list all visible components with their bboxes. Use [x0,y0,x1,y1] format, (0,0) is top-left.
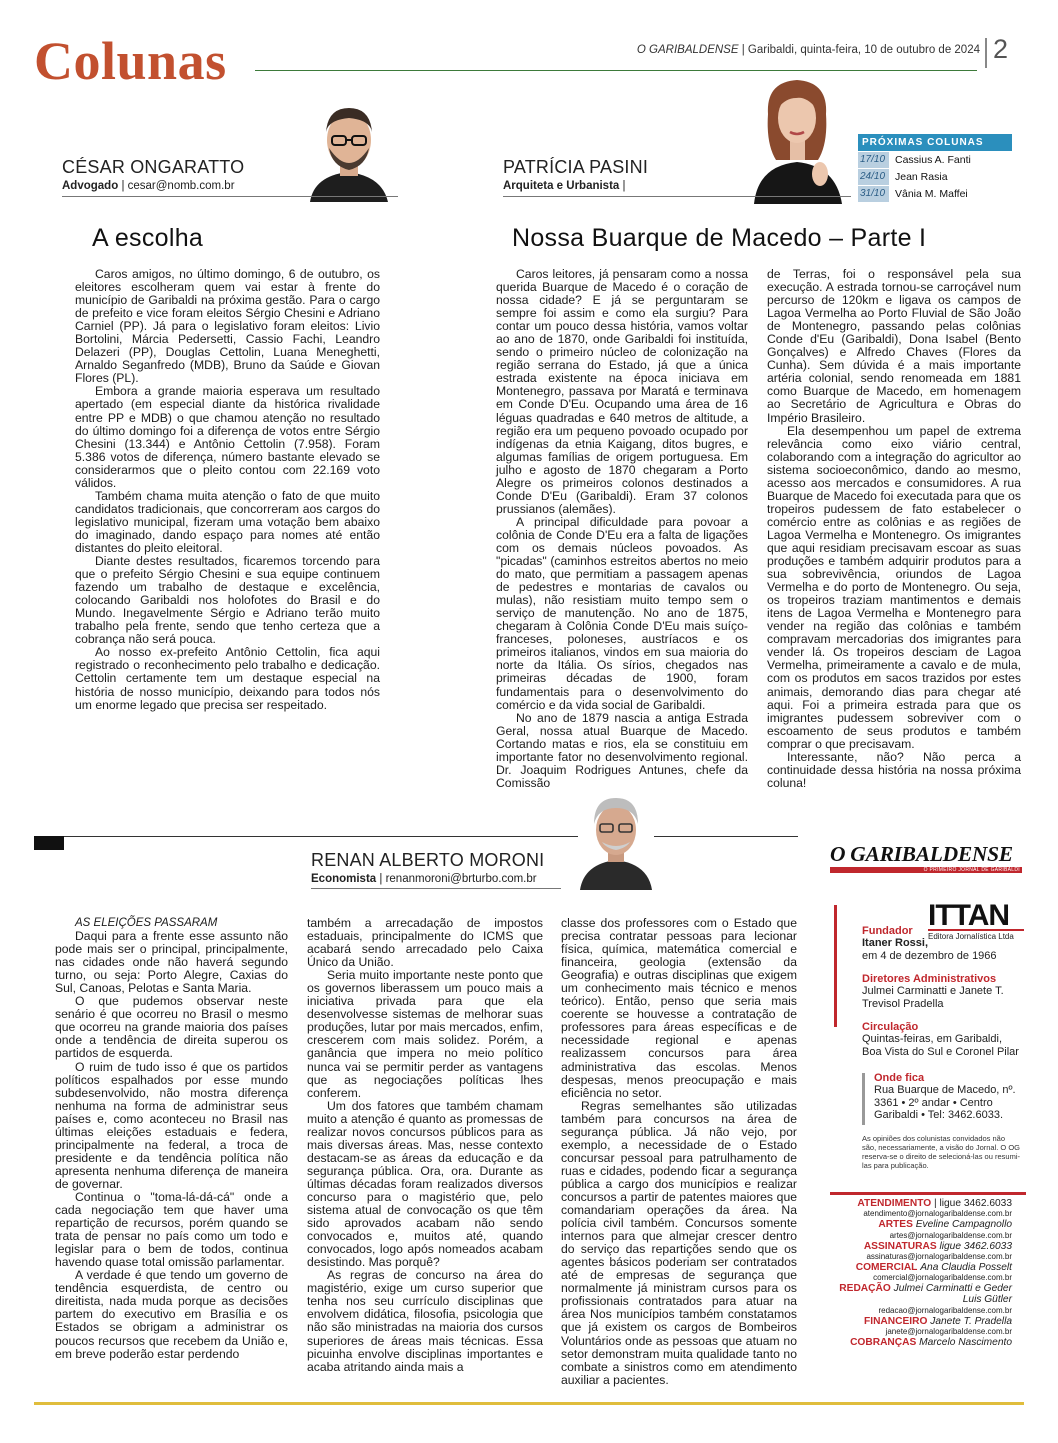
paragraph: também a arrecadação de impostos estaduais, principalmente do ICMS que acabará sendo arrecadado pelo Caixa Único da União. [307,916,543,970]
article-body-patricia-a [496,268,748,790]
paragraph: Embora a grande maioria esperava um resultado apertado (em especial diante da histórica rivalidade entre PP e MDB) o que chamou atenção no resultado do último domingo foi a diferença de votos entre Sérgio Chesini (13.344) e Antônio Cettolin (7.958). Foram 5.386 votos de diferença, número bastante elevado se considerarmos que o pleito contou com 22.169 voto válidos. [75,384,380,490]
article-body-renan-a [55,917,288,1361]
disclaimer: As opiniões dos colunistas convidados não são, necessariamente, a visão do Jornal. O OG reserva-se o direito de selecioná-las ou resumi-las para publicação. [862,1134,1020,1170]
proximas-item [858,186,1012,202]
author-role: Arquiteta e Urbanista [503,180,620,192]
fundador-block [862,925,1022,962]
contact-who: Ana Claudia Posselt [920,1261,1012,1273]
paragraph: As regras de concurso na área do magistério, exige um curso superior que tenha nos seu currículo disciplinas que envolvem didática, filosofia, psicologia que não são ministradas na maioria dos cursos superiores de áreas mais técnicas. Essa picuinha envolve disciplinas importantes e acaba atritando ainda mais a [307,1268,543,1374]
contact-item [830,1219,1012,1230]
location-date: Garibaldi, quinta-feira, 10 de outubro de 2024 [747,44,980,56]
article-body-patricia-b [767,268,1021,790]
masthead-tagline: O PRIMEIRO JORNAL DE GARIBALDI [923,867,1020,873]
onde-text: Rua Buarque de Macedo, nº. 3361 • 2º andar • Centro Garibaldi • Tel: 3462.6033. [874,1084,1016,1121]
author-name-renan: RENAN ALBERTO MORONI [311,850,545,870]
contact-email[interactable]: comercial@jornalogaribaldense.com.br [873,1273,1012,1283]
diretores-block [862,973,1022,1010]
article-body-cesar [75,268,380,712]
paragraph: Um dos fatores que também chamam muito a atenção é quanto as promessas de realizar novos concursos públicos para as mais diversas áreas. Mas, nesse contexto destacam-se as áreas da educação e da segurança pública. Ora, ora. Durante as últimas décadas foram realizados diversos concurso para o magistério que, pelo sistema atual de convocação os que têm sido aprovados acabam não sendo convocados e, muitos até, quando convocados, logo após nomeados acabam desistindo. Mas porquê? [307,1098,543,1270]
contact-item [830,1241,1012,1252]
contact-who: ligue 3462.6033 [939,1198,1012,1209]
contact-label: FINANCEIRO [864,1315,928,1327]
portrait-icon [578,790,654,890]
contact-sep: | [931,1198,940,1209]
contact-item [830,1198,1012,1209]
header-rule [255,70,977,71]
contact-email[interactable]: assinaturas@jornalogaribaldense.com.br [866,1251,1012,1261]
page-number: 2 [993,34,1009,64]
contact-who: Eveline Campagnollo [915,1219,1012,1231]
paragraph: Interessante, não? Não perca a continuidade dessa história na nossa próxima coluna! [767,749,1021,790]
paragraph: No ano de 1879 nascia a antiga Estrada Geral, nossa atual Buarque de Macedo. Cortando matas e rios, ela se constituiu em importante fator no desenvolvimento regional. Dr. Joaquim Rodrigues Antunes, chefe da Comissão [496,710,748,790]
paragraph: Caros amigos, no último domingo, 6 de outubro, os eleitores escolheram quem vai estar à frente do município de Garibaldi na próxima gestão. Para o cargo de prefeito e vice foram eleitos Sérgio Chesini e Adriano Carniel (PP). Já para o legislativo foram eleitos: Livio Bortolini, Márcia Pedersetti, Cassio Fachi, Leandro Delazeri (PP), Douglas Cettolin, Luana Meneghetti, Arnaldo Seganfredo (MDB), Bruno da Saúde e Giovan Flores (PL). [75,267,380,386]
contact-item [830,1316,1012,1327]
paragraph: Regras semelhantes são utilizadas também para concursos na área de segurança pública. Já não vejo, por exemplo, a necessidade de o Estado concursar pessoal para patrulhamento de ruas e cidades, podendo ficar a segurança pública a cargo dos municípios e realizar concursos a partir de patentes maiores que comandariam operações da área. Na polícia civil também. Concursos somente internos para que almejar crescer dentro do serviço das repartições sendo que os agentes básicos poderiam ser contratados até de empresas de segurança que normalmente já ministram cursos para os profissionais contratados para atuar na área Nos municípios também constatamos que já existem os cargos de Bombeiros Voluntários onde as pessoas que atuam no setor demonstram muita qualidade tanto no combate a sinistros como em atendimento auxiliar a pacientes. [561,1098,797,1387]
fundador-name: Itaner Rossi, [862,937,929,949]
author-role: Advogado [62,180,119,192]
onde-accent-bar [862,1073,865,1125]
paragraph: Continua o "toma-lá-dá-cá" onde a cada negociação tem que haver uma repartição de recursos, porém quando se trata de pensar no país como um todo e legislar para o bem de todos, continua havendo quase total omissão parlamentar. [55,1189,288,1270]
author-email[interactable]: cesar@nomb.com.br [127,180,235,192]
circulacao-block [862,1021,1022,1058]
proximas-item [858,169,1012,185]
contact-who: ligue 3462.6033 [939,1240,1012,1252]
paragraph: Daqui para a frente esse assunto não pode mais ser o principal, principalmente, nas cidades onde não haverá segundo turno, ou seja: Porto Alegre, Caxias do Sul, Canoas, Pelotas e Santa Maria. [55,929,288,996]
header-meta [600,44,980,56]
author-rule-patricia [503,196,851,197]
proximas-name: Cassius A. Fanti [895,154,971,166]
diretores-label: Diretores Administrativos [862,973,997,985]
author-sep: | [622,180,626,192]
paragraph: Ao nosso ex-prefeito Antônio Cettolin, fica aqui registrado o reconhecimento pelo trabalho e dedicação. Cettolin certamente tem um destaque especial na história de nosso município, deixando para todos nós um enorme legado que precisa ser respeitado. [75,645,380,712]
paragraph: Caros leitores, já pensaram como a nossa querida Buarque de Macedo é o coração de nossa cidade? E já se perguntaram se sempre foi assim e como ela surgiu? Para contar um pouco dessa história, vamos voltar ao ano de 1870, onde Garibaldi foi instituída, sendo o primeiro núcleo de colonização na região serrana do Estado, já que a única estrada existente na época iniciava em Montenegro, passava por Maratá e terminava em Conde D'Eu. Ocupando uma área de 16 léguas quadradas e 640 metros de altitude, a região era um pequeno povoado ocupado por indígenas da etnia Kaigang, ditos bugres, e algumas famílias de origem portuguesa. Em julho e agosto de 1870 chegaram a Porto Alegre os primeiros colonos destinados a Conde D'Eu (Garibaldi). Eram 37 colonos prussianos (alemães). [496,267,748,516]
proximas-item [858,152,1012,168]
portrait-icon [750,74,845,204]
article-body-renan-c [561,917,797,1387]
paragraph: Seria muito importante neste ponto que os governos liberassem um pouco mais a iniciativa privada para que ela desenvolvesse sistemas de melhorar suas produções, lutar por mais mercados, enfim, crescerem com mais solidez. Porém, a ganância que impera no meio político nunca vai se permitir perder as vantagens que as negociações políticas lhes conferem. [307,968,543,1100]
author-role: Economista [311,873,377,885]
section-divider [34,836,798,837]
circulacao-text: Quintas-feiras, em Garibaldi, Boa Vista do Sul e Coronel Pilar [862,1033,1019,1058]
contact-label: COBRANÇAS [850,1337,917,1349]
paragraph: O que pudemos observar neste senário é que ocorreu no Brasil o mesmo que ocorreu na grande maioria dos países onde a tendência de direita superou os partidos de esquerda. [55,994,288,1061]
masthead-logo: O GARIBALDENSE [830,842,1013,866]
headline-patricia: Nossa Buarque de Macedo – Parte I [512,224,927,252]
circulacao-label: Circulação [862,1021,919,1033]
proximas-name: Vânia M. Maffei [895,188,968,200]
author-photo-cesar [300,96,398,202]
contact-email[interactable]: atendimento@jornalogaribaldense.com.br [863,1209,1012,1219]
onde-label: Onde fica [874,1072,925,1084]
page-separator [985,38,987,68]
proximas-name: Jean Rasia [895,171,948,183]
section-tab [34,836,64,850]
fundador-label: Fundador [862,925,913,937]
headline-cesar: A escolha [92,224,204,252]
author-name-patricia: PATRÍCIA PASINI [503,157,649,177]
fundador-date: em 4 de dezembro de 1966 [862,949,997,962]
author-rule-cesar [62,196,398,197]
paragraph: classe dos professores com o Estado que precisa contratar pessoas para lecionar física, química, matemática comercial e financeira, geologia (extensão da Geografia) e outras disciplinas que exigem um conhecimento mais técnico e menos teórico). Então, penso que seria mais coerente se houvesse a contratação de professores para áreas específicas e de necessidade regional e apenas realizassem concursos para área administrativa das escolas. Menos despesas, menos preocupação e mais eficiência no setor. [561,916,797,1100]
meta-separator: | [741,44,748,56]
publisher-logo: ITTAN [928,899,1010,932]
author-rule-renan [311,888,561,889]
paragraph: Também chama muita atenção o fato de que muito candidatos tradicionais, que concorreram aos cargos do legislativo municipal, fizeram uma votação bem abaixo do imaginado, dando espaço para nomes até então distantes do pleito eleitoral. [75,488,380,555]
contact-item [830,1283,1012,1306]
onde-block [874,1072,1020,1122]
proximas-title: PRÓXIMAS COLUNAS [858,134,1012,151]
contact-who: Janete T. Pradella [930,1315,1012,1327]
section-title: Colunas [34,31,227,91]
author-name-cesar: CÉSAR ONGARATTO [62,157,245,177]
contacts-accent-bar [830,1192,1026,1195]
portrait-icon [300,96,398,202]
paragraph: Ela desempenhou um papel de extrema relevância como eixo viário central, colaborando com a integração do agricultor ao sistema socioeconômico, dando ao mesmo, acesso aos mercados e consumidores. A rua Buarque de Macedo foi executada para que os tropeiros pudessem de fato estabelecer o comércio entre as colônias e as regiões de Lagoa Vermelha e Montenegro. Os imigrantes que aqui residiam precisavam escoar as suas produções e também adquirir produtos para a sua sobrevivência, oriundos de Lagoa Vermelha e do porto de Montenegro. Ou seja, os tropeiros traziam mantimentos e demais itens de Lagoa Vermelha e Montenegro para vender na região das colônias e também compravam mercadorias dos imigrantes para vender lá. Os tropeiros desciam de Lagoa Vermelha, primeiramente a cavalo e de mula, com os produtos em sacos trazidos por estes animais, demorando dias para chegar até aqui. Foi a primeira estrada para que os imigrantes pudessem sobreviver com o escoamento de seus produtos e também comprar o que precisavam. [767,423,1021,751]
paragraph: de Terras, foi o responsável pela sua execução. A estrada tornou-se carroçável num percurso de 120km e ligava os campos de Lagoa Vermelha ao Porto Fluvial de São João de Montenegro, passando pelas colônias Conde d'Eu (Garibaldi), Dona Isabel (Bento Gonçalves) e Alfredo Chaves (Flores da Cunha). Sem dúvida é a mais importante artéria colonial, sendo renomeada em 1881 como Buarque de Macedo, em homenagem ao Secretário de Agricultura e Obras do Império Brasileiro. [767,267,1021,425]
publisher-sub: Editora Jornalística Ltda [928,929,1024,941]
contact-item [830,1262,1012,1273]
author-sub-patricia [503,180,626,192]
contact-email[interactable]: janete@jornalogaribaldense.com.br [885,1327,1012,1337]
author-photo-renan [578,790,654,890]
author-sep: | [379,873,386,885]
article-kicker: AS ELEIÇÕES PASSARAM [75,917,218,929]
contacts-list [830,1198,1012,1348]
masthead-accent-bar [834,905,837,1027]
contact-label: ARTES [878,1219,913,1231]
masthead-tagline-bar [830,867,1022,873]
author-photo-patricia [750,74,845,204]
paragraph: A verdade é que tendo um governo de tendência esquerdista, de centro ou direitista, nada muda porque as decisões partem do executivo em Brasília e os Estados se obrigam a administrar os poucos recursos que recebem da União e, em breve poderão estar perdendo [55,1268,288,1361]
author-sep: | [121,180,128,192]
contact-label: ATENDIMENTO [857,1198,932,1209]
contact-label: ASSINATURAS [863,1240,937,1252]
contact-who: Julmei Carminatti e Geder Luis Gütler [893,1283,1012,1306]
diretores-text: Julmei Carminatti e Janete T. Trevisol Pradella [862,985,1004,1010]
contact-email[interactable]: artes@jornalogaribaldense.com.br [889,1230,1012,1240]
footer-rule [34,1402,1024,1405]
proximas-date: 17/10 [858,152,889,168]
contact-who: Marcelo Nascimento [919,1337,1012,1349]
proximas-date: 31/10 [858,186,889,202]
newspaper-name: O GARIBALDENSE [636,44,739,56]
proximas-colunas [858,134,1012,202]
paragraph: Diante destes resultados, ficaremos torcendo para que o prefeito Sérgio Chesini e sua equipe continuem fazendo um trabalho de destaque e excelência, colocando Garibaldi nos holofotes do Brasil e do Mundo. Inegavelmente Sérgio e Adriano terão muito trabalho pela frente, sendo que tenho certeza que a cobrança não será pouca. [75,554,380,647]
paragraph: A principal dificuldade para povoar a colônia de Conde D'Eu era a falta de ligações com os demais núcleos povoados. As "picadas" (caminhos estreitos abertos no meio do mato, que permitiam a passagem apenas de pedestres e montarias de cavalos ou mulas), não resistiam muito tempo sem o serviço de manutenção. No ano de 1875, chegaram à Colônia Conde D'Eu mais suíço-franceses, poloneses, austríacos e os primeiros italianos, vindos em sua maioria do norte da Itália. Os sírios, chegados nas primeiras décadas de 1900, foram fundamentais para o desenvolvimento do comércio e da vida social de Garibaldi. [496,514,748,712]
author-email[interactable]: renanmoroni@brturbo.com.br [385,873,537,885]
contact-label: REDAÇÃO [839,1283,891,1295]
contact-item [830,1337,1012,1348]
contact-label: COMERCIAL [855,1261,918,1273]
article-body-renan-b [307,917,543,1374]
author-sub-renan [311,873,537,885]
contact-email[interactable]: redacao@jornalogaribaldense.com.br [878,1305,1012,1315]
author-sub-cesar [62,180,235,192]
proximas-date: 24/10 [858,169,889,185]
paragraph: O ruim de tudo isso é que os partidos políticos espalhados por esse mundo subdesenvolvido, não mostra diferença nenhuma na forma de administrar seus países e, como aconteceu no Brasil nas últimas eleições estaduais e federa, principalmente na federal, a troca de presidente e da tendência política não apresenta nenhuma diferença de maneira de governar. [55,1059,288,1191]
